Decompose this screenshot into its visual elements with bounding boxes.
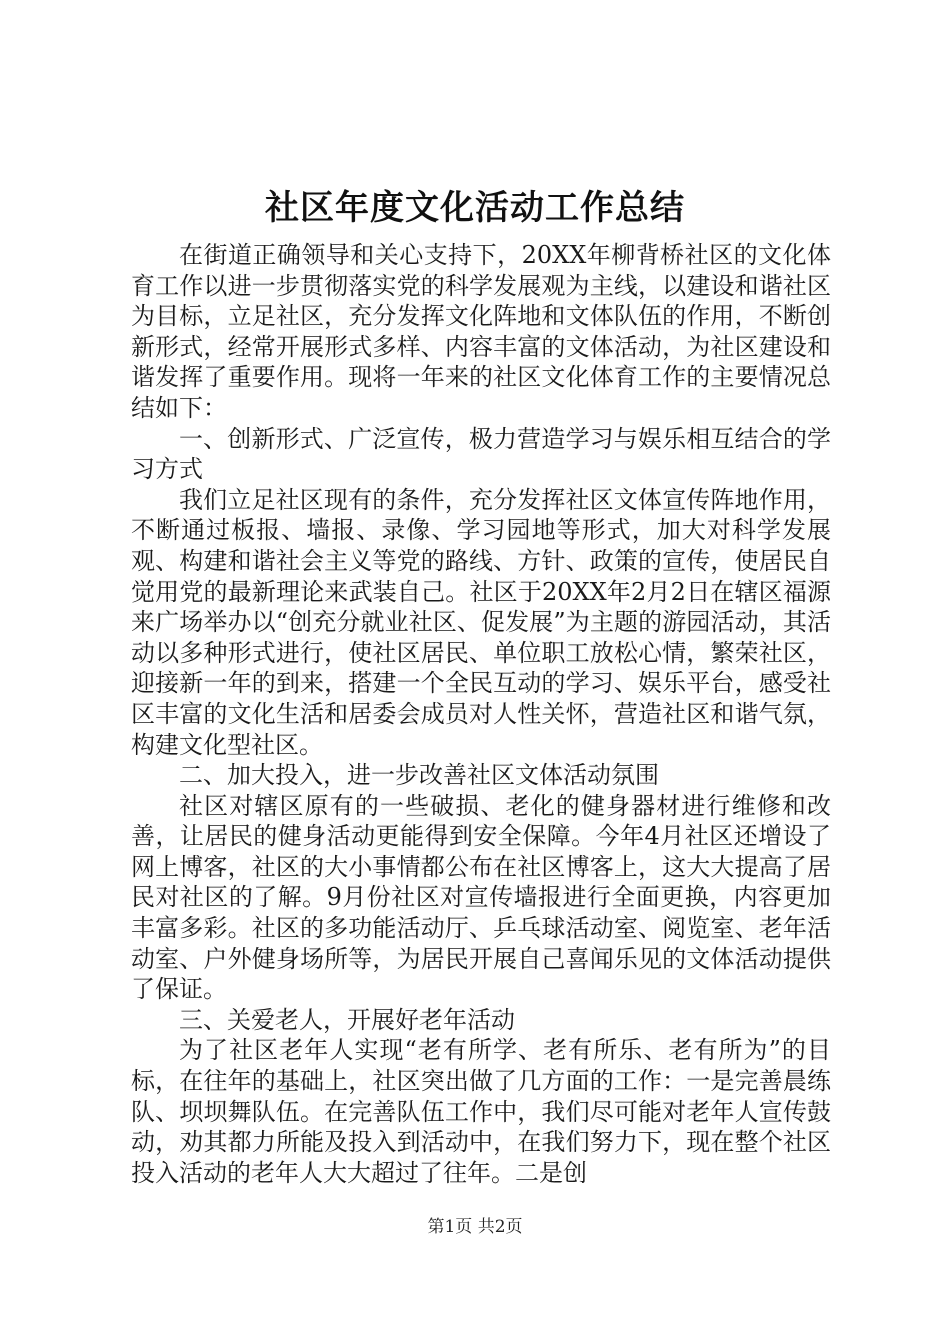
paragraph-section-1: 我们立足社区现有的条件，充分发挥社区文体宣传阵地作用，不断通过板报、墙报、录像、学习园地等形式，加大对科学发展观、构建和谐社会主义等党的路线、方针、政策的宣传，使居民自觉用党的最新理论来武装自己。社区于20XX年2月2日在辖区福源来广场举办以“创充分就业社区、促发展”为主题的游园活动，其活动以多种形式进行，使社区居民、单位职工放松心情，繁荣社区，迎接新一年的到来，搭建一个全民互动的学习、娱乐平台，感受社区丰富的文化生活和居委会成员对人性关怀，营造社区和谐气氛，构建文化型社区。 [131,485,831,759]
section-heading-2: 二、加大投入，进一步改善社区文体活动氛围 [179,761,659,790]
paragraph-intro: 在街道正确领导和关心支持下，20XX年柳背桥社区的文化体育工作以进一步贯彻落实党的科学发展观为主线，以建设和谐社区为目标，立足社区，充分发挥文化阵地和文体队伍的作用，不断创新形式，经常开展形式多样、内容丰富的文体活动，为社区建设和谐发挥了重要作用。现将一年来的社区文化体育工作的主要情况总结如下： [131,241,831,422]
section-heading-1: 一、创新形式、广泛宣传，极力营造学习与娱乐相互结合的学习方式 [131,424,831,484]
page-footer: 第1页 共2页 [427,1217,523,1237]
paragraph-section-2: 社区对辖区原有的一些破损、老化的健身器材进行维修和改善，让居民的健身活动更能得到安全保障。今年4月社区还增设了网上博客，社区的大小事情都公布在社区博客上，这大大提高了居民对社区的了解。9月份社区对宣传墙报进行全面更换，内容更加丰富多彩。社区的多功能活动厅、乒乓球活动室、阅览室、老年活动室、户外健身场所等，为居民开展自己喜闻乐见的文体活动提供了保证。 [131,791,831,1004]
document-body [131,240,831,1188]
paragraph-section-3: 为了社区老年人实现“老有所学、老有所乐、老有所为”的目标，在往年的基础上，社区突出做了几方面的工作：一是完善晨练队、坝坝舞队伍。在完善队伍工作中，我们尽可能对老年人宣传鼓动，劝其都力所能及投入到活动中，在我们努力下，现在整个社区投入活动的老年人大大超过了往年。二是创 [131,1036,831,1187]
section-heading-3: 三、关爱老人，开展好老年活动 [179,1005,515,1034]
document-title: 社区年度文化活动工作总结 [265,188,685,228]
